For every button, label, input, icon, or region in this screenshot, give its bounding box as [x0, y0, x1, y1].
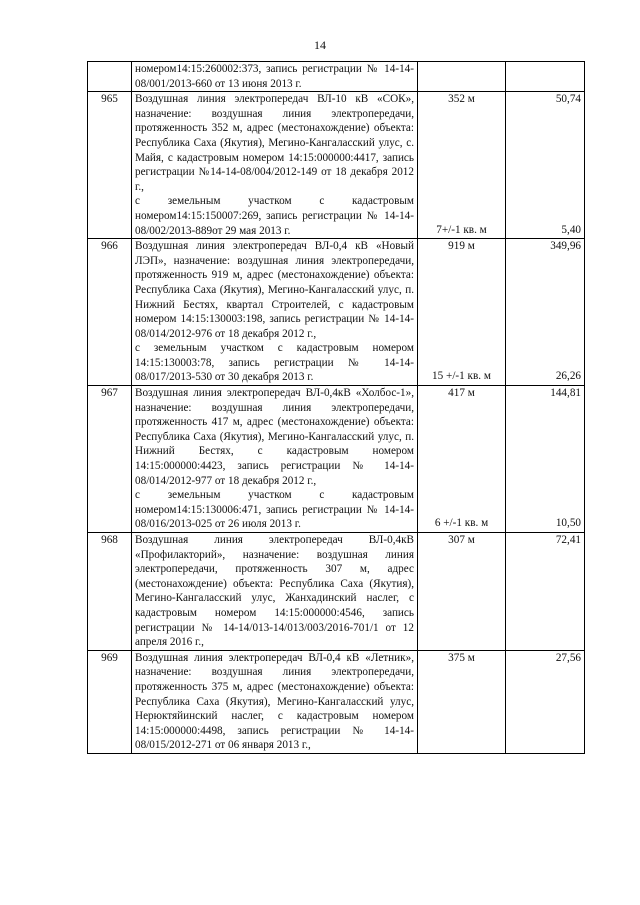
line-description: Воздушная линия электропередач ВЛ-0,4кВ «Профилакторий», назначение: воздушная линия электропередачи, протяженность 307 м, адрес (местонахождение) объекта: Республика Саха (Якутия), Мегино-Кангаласский улус, Жанхадинский наслег, с кадастровым номером 14:15:000000:4546, запись регистрации № 14-14/013-14/013/003/2016-701/1 от 12 апреля 2016 г., [135, 534, 414, 649]
table-row [88, 533, 585, 651]
land-plot-area: 7+/-1 кв. м [436, 223, 487, 236]
land-plot-area: 15 +/-1 кв. м [432, 370, 491, 383]
land-plot-price: 5,40 [561, 223, 581, 236]
line-description: Воздушная линия электропередач ВЛ-10 кВ «СОК», назначение: воздушная линия электропередачи, протяженность 352 м, адрес (местонахождение) объекта: Республика Саха (Якутия), Мегино-Кангаласский улус, с. Майя, с кадастровым номером 14:15:000000:4417, запись регистрации №14-14-08/004/2012-149 от 18 декабря 2012 г., [135, 93, 414, 193]
row-description-cell [132, 239, 418, 386]
row-size-cell [418, 62, 506, 92]
row-price-cell [506, 239, 585, 386]
row-number-cell: 967 [88, 386, 132, 533]
row-size-cell [418, 650, 506, 753]
page-number: 14 [314, 38, 326, 52]
property-registry-table [87, 61, 585, 754]
land-plot-description: с земельным участком с кадастровым номером14:15:150007:269, запись регистрации № 14-14-08/002/2013-889от 29 мая 2013 г. [135, 195, 414, 237]
land-plot-area: 6 +/-1 кв. м [434, 517, 489, 530]
line-length: 352 м [448, 93, 475, 106]
land-plot-price: 10,50 [555, 517, 581, 530]
row-number-cell: 965 [88, 92, 132, 239]
row-size-cell [418, 533, 506, 651]
table-row [88, 650, 585, 753]
line-description: Воздушная линия электропередач ВЛ-0,4 кВ «Летник», назначение: воздушная линия электропередачи, протяженность 375 м, адрес (местонахождение) объекта: Республика Саха (Якутия), Мегино-Кангаласский улус, Нерюктяйинский наслег, с кадастровым номером 14:15:000000:4498, запись регистрации № 14-14-08/015/2012-271 от 06 января 2013 г., [135, 651, 414, 752]
row-price-cell [506, 650, 585, 753]
row-price-cell [506, 533, 585, 651]
row-number-cell: 968 [88, 533, 132, 651]
row-number-cell [88, 62, 132, 92]
row-description-cell [132, 533, 418, 651]
row-price-cell [506, 386, 585, 533]
line-price: 27,56 [555, 651, 581, 664]
table-row [88, 92, 585, 239]
line-price: 349,96 [550, 240, 581, 253]
row-description-cell [132, 386, 418, 533]
line-description: Воздушная линия электропередач ВЛ-0,4кВ «Холбос-1», назначение: воздушная линия электропередачи, протяженность 417 м, адрес (местонахождение) объекта: Республика Саха (Якутия), Мегино-Кангаласский улус, п. Нижний Бестях, с кадастровым номером 14:15:000000:4423, запись регистрации № 14-14-08/014/2012-977 от 18 декабря 2012 г., [135, 387, 414, 487]
land-plot-price: 26,26 [555, 370, 581, 383]
row-number-cell: 969 [88, 650, 132, 753]
line-length: 307 м [448, 534, 475, 546]
line-description: Воздушная линия электропередач ВЛ-0,4 кВ «Новый ЛЭП», назначение: воздушная линия электропередачи, протяженность 919 м, адрес (местонахождение) объекта: Республика Саха (Якутия), Мегино-Кангаласский улус, п. Нижний Бестях, квартал Строителей, с кадастровым номером 14:15:130003:198, запись регистрации № 14-14-08/014/2012-976 от 18 декабря 2012 г., [135, 240, 414, 340]
table-row [88, 239, 585, 386]
table-row [88, 386, 585, 533]
row-price-cell [506, 92, 585, 239]
line-length: 919 м [448, 240, 475, 253]
row-description-cell [132, 92, 418, 239]
row-description-cell [132, 650, 418, 753]
row-size-cell [418, 92, 506, 239]
line-length: 417 м [448, 387, 475, 400]
row-size-cell [418, 239, 506, 386]
line-length: 375 м [448, 651, 475, 664]
land-plot-description: с земельным участком с кадастровым номером14:15:130006:471, запись регистрации № 14-14-08/016/2013-025 от 26 июля 2013 г. [135, 489, 414, 531]
line-price: 72,41 [555, 534, 581, 546]
row-description-cell: номером14:15:260002:373, запись регистрации № 14-14-08/001/2013-660 от 13 июня 2013 г. [132, 62, 418, 92]
line-price: 144,81 [550, 387, 581, 400]
row-size-cell [418, 386, 506, 533]
row-number-cell: 966 [88, 239, 132, 386]
row-price-cell [506, 62, 585, 92]
table-row-continuation [88, 62, 585, 92]
land-plot-description: с земельным участком с кадастровым номером 14:15:130003:78, запись регистрации № 14-14-08/017/2013-530 от 30 декабря 2013 г. [135, 342, 414, 384]
line-price: 50,74 [555, 93, 581, 106]
